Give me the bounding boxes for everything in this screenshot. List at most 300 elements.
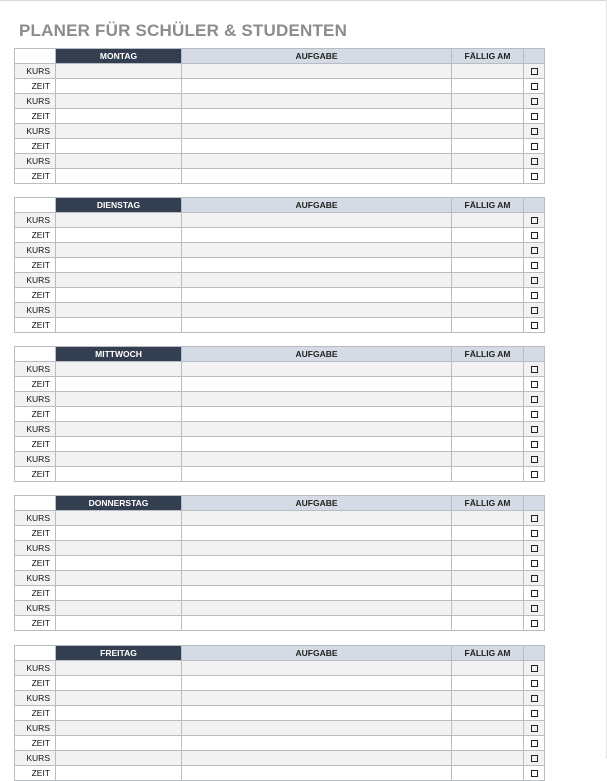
due-date-cell[interactable] — [452, 407, 524, 422]
row-label: KURS — [15, 124, 56, 139]
checkbox-icon[interactable] — [531, 247, 538, 254]
row-label: ZEIT — [15, 258, 56, 273]
row-label: KURS — [15, 243, 56, 258]
checkbox-icon[interactable] — [531, 307, 538, 314]
task-cell[interactable] — [182, 452, 452, 467]
checkbox-cell[interactable] — [524, 571, 545, 586]
checkbox-cell[interactable] — [524, 452, 545, 467]
table-row — [15, 228, 545, 243]
checkbox-icon[interactable] — [531, 381, 538, 388]
checkbox-icon[interactable] — [531, 456, 538, 463]
table-row — [15, 154, 545, 169]
task-cell[interactable] — [182, 601, 452, 616]
checkbox-icon[interactable] — [531, 292, 538, 299]
table-row — [15, 303, 545, 318]
task-cell[interactable] — [182, 392, 452, 407]
course-time-cell[interactable] — [56, 616, 182, 631]
course-time-cell[interactable] — [56, 736, 182, 751]
table-header-row — [15, 347, 545, 362]
course-time-cell[interactable] — [56, 526, 182, 541]
checkbox-cell[interactable] — [524, 751, 545, 766]
row-label: KURS — [15, 94, 56, 109]
task-cell[interactable] — [182, 318, 452, 333]
task-cell[interactable] — [182, 243, 452, 258]
checkbox-cell[interactable] — [524, 661, 545, 676]
task-column-header: AUFGABE — [182, 496, 452, 511]
due-date-cell[interactable] — [452, 751, 524, 766]
day-header: MITTWOCH — [56, 347, 182, 362]
header-corner-cell — [15, 49, 56, 64]
due-date-cell[interactable] — [452, 243, 524, 258]
checkbox-cell[interactable] — [524, 377, 545, 392]
due-date-cell[interactable] — [452, 213, 524, 228]
task-cell[interactable] — [182, 79, 452, 94]
course-time-cell[interactable] — [56, 258, 182, 273]
task-cell[interactable] — [182, 362, 452, 377]
due-date-cell[interactable] — [452, 303, 524, 318]
course-time-cell[interactable] — [56, 511, 182, 526]
task-cell[interactable] — [182, 467, 452, 482]
checkbox-cell[interactable] — [524, 407, 545, 422]
course-time-cell[interactable] — [56, 377, 182, 392]
checkbox-icon[interactable] — [531, 277, 538, 284]
row-label: ZEIT — [15, 526, 56, 541]
task-column-header: AUFGABE — [182, 646, 452, 661]
day-header: MONTAG — [56, 49, 182, 64]
course-time-cell[interactable] — [56, 751, 182, 766]
checkbox-icon[interactable] — [531, 620, 538, 627]
course-time-cell[interactable] — [56, 437, 182, 452]
table-row — [15, 437, 545, 452]
table-row — [15, 526, 545, 541]
table-row — [15, 736, 545, 751]
task-cell[interactable] — [182, 751, 452, 766]
due-date-cell[interactable] — [452, 169, 524, 184]
table-row — [15, 616, 545, 631]
due-date-cell[interactable] — [452, 616, 524, 631]
course-time-cell[interactable] — [56, 766, 182, 781]
checkbox-cell[interactable] — [524, 392, 545, 407]
course-time-cell[interactable] — [56, 571, 182, 586]
row-label: KURS — [15, 571, 56, 586]
checkbox-cell[interactable] — [524, 437, 545, 452]
course-time-cell[interactable] — [56, 676, 182, 691]
checkbox-icon[interactable] — [531, 232, 538, 239]
check-column-header — [524, 49, 545, 64]
checkbox-cell[interactable] — [524, 243, 545, 258]
row-label: ZEIT — [15, 288, 56, 303]
due-date-cell[interactable] — [452, 541, 524, 556]
checkbox-icon[interactable] — [531, 605, 538, 612]
due-date-cell[interactable] — [452, 318, 524, 333]
task-cell[interactable] — [182, 586, 452, 601]
course-time-cell[interactable] — [56, 422, 182, 437]
day-table — [14, 346, 545, 482]
checkbox-cell[interactable] — [524, 616, 545, 631]
checkbox-cell[interactable] — [524, 467, 545, 482]
course-time-cell[interactable] — [56, 228, 182, 243]
due-date-cell[interactable] — [452, 362, 524, 377]
table-row — [15, 601, 545, 616]
checkbox-cell[interactable] — [524, 228, 545, 243]
table-header-row — [15, 646, 545, 661]
task-cell[interactable] — [182, 437, 452, 452]
table-header-row — [15, 198, 545, 213]
table-row — [15, 79, 545, 94]
course-time-cell[interactable] — [56, 706, 182, 721]
checkbox-icon[interactable] — [531, 396, 538, 403]
row-label: KURS — [15, 213, 56, 228]
due-date-cell[interactable] — [452, 556, 524, 571]
page-title: PLANER FÜR SCHÜLER & STUDENTEN — [19, 21, 348, 40]
course-time-cell[interactable] — [56, 407, 182, 422]
checkbox-cell[interactable] — [524, 362, 545, 377]
checkbox-cell[interactable] — [524, 586, 545, 601]
table-row — [15, 169, 545, 184]
due-date-cell[interactable] — [452, 452, 524, 467]
day-header: DIENSTAG — [56, 198, 182, 213]
checkbox-cell[interactable] — [524, 511, 545, 526]
checkbox-cell[interactable] — [524, 213, 545, 228]
checkbox-cell[interactable] — [524, 601, 545, 616]
day-table — [14, 48, 545, 184]
table-row — [15, 766, 545, 781]
row-label: ZEIT — [15, 228, 56, 243]
due-date-cell[interactable] — [452, 467, 524, 482]
task-cell[interactable] — [182, 109, 452, 124]
task-cell[interactable] — [182, 169, 452, 184]
due-date-cell[interactable] — [452, 288, 524, 303]
course-time-cell[interactable] — [56, 169, 182, 184]
due-date-cell[interactable] — [452, 392, 524, 407]
table-row — [15, 139, 545, 154]
course-time-cell[interactable] — [56, 452, 182, 467]
course-time-cell[interactable] — [56, 541, 182, 556]
course-time-cell[interactable] — [56, 288, 182, 303]
task-cell[interactable] — [182, 377, 452, 392]
checkbox-cell[interactable] — [524, 706, 545, 721]
course-time-cell[interactable] — [56, 467, 182, 482]
task-cell[interactable] — [182, 213, 452, 228]
checkbox-icon[interactable] — [531, 411, 538, 418]
due-date-cell[interactable] — [452, 437, 524, 452]
row-label: KURS — [15, 273, 56, 288]
checkbox-cell[interactable] — [524, 139, 545, 154]
due-date-cell[interactable] — [452, 706, 524, 721]
due-date-cell[interactable] — [452, 736, 524, 751]
checkbox-icon[interactable] — [531, 441, 538, 448]
table-header-row — [15, 496, 545, 511]
checkbox-icon[interactable] — [531, 217, 538, 224]
check-column-header — [524, 347, 545, 362]
table-row — [15, 511, 545, 526]
task-cell[interactable] — [182, 676, 452, 691]
course-time-cell[interactable] — [56, 94, 182, 109]
checkbox-icon[interactable] — [531, 590, 538, 597]
task-cell[interactable] — [182, 273, 452, 288]
course-time-cell[interactable] — [56, 79, 182, 94]
task-cell[interactable] — [182, 511, 452, 526]
due-date-cell[interactable] — [452, 109, 524, 124]
table-row — [15, 64, 545, 79]
row-label: KURS — [15, 721, 56, 736]
checkbox-icon[interactable] — [531, 173, 538, 180]
row-label: ZEIT — [15, 437, 56, 452]
course-time-cell[interactable] — [56, 691, 182, 706]
row-label: KURS — [15, 691, 56, 706]
task-cell[interactable] — [182, 258, 452, 273]
checkbox-icon[interactable] — [531, 530, 538, 537]
task-cell[interactable] — [182, 541, 452, 556]
table-row — [15, 691, 545, 706]
due-date-cell[interactable] — [452, 691, 524, 706]
due-date-cell[interactable] — [452, 154, 524, 169]
day-header: DONNERSTAG — [56, 496, 182, 511]
due-date-cell[interactable] — [452, 676, 524, 691]
row-label: ZEIT — [15, 586, 56, 601]
checkbox-cell[interactable] — [524, 258, 545, 273]
task-cell[interactable] — [182, 124, 452, 139]
checkbox-cell[interactable] — [524, 273, 545, 288]
task-column-header: AUFGABE — [182, 198, 452, 213]
table-row — [15, 407, 545, 422]
due-date-cell[interactable] — [452, 422, 524, 437]
row-label: ZEIT — [15, 467, 56, 482]
due-date-cell[interactable] — [452, 228, 524, 243]
header-corner-cell — [15, 646, 56, 661]
checkbox-cell[interactable] — [524, 79, 545, 94]
task-cell[interactable] — [182, 706, 452, 721]
course-time-cell[interactable] — [56, 273, 182, 288]
checkbox-icon[interactable] — [531, 545, 538, 552]
check-column-header — [524, 646, 545, 661]
due-column-header: FÄLLIG AM — [452, 49, 524, 64]
table-row — [15, 467, 545, 482]
checkbox-cell[interactable] — [524, 691, 545, 706]
table-row — [15, 422, 545, 437]
course-time-cell[interactable] — [56, 556, 182, 571]
course-time-cell[interactable] — [56, 586, 182, 601]
checkbox-icon[interactable] — [531, 665, 538, 672]
checkbox-cell[interactable] — [524, 124, 545, 139]
day-table — [14, 495, 545, 631]
checkbox-cell[interactable] — [524, 541, 545, 556]
row-label: KURS — [15, 154, 56, 169]
course-time-cell[interactable] — [56, 213, 182, 228]
due-column-header: FÄLLIG AM — [452, 496, 524, 511]
due-date-cell[interactable] — [452, 526, 524, 541]
table-header-row — [15, 49, 545, 64]
row-label: ZEIT — [15, 169, 56, 184]
row-label: ZEIT — [15, 616, 56, 631]
checkbox-icon[interactable] — [531, 770, 538, 777]
table-row — [15, 258, 545, 273]
checkbox-icon[interactable] — [531, 471, 538, 478]
table-row — [15, 288, 545, 303]
course-time-cell[interactable] — [56, 64, 182, 79]
course-time-cell[interactable] — [56, 318, 182, 333]
table-row — [15, 377, 545, 392]
due-date-cell[interactable] — [452, 601, 524, 616]
table-row — [15, 706, 545, 721]
task-cell[interactable] — [182, 228, 452, 243]
task-cell[interactable] — [182, 154, 452, 169]
task-column-header: AUFGABE — [182, 49, 452, 64]
table-row — [15, 392, 545, 407]
checkbox-icon[interactable] — [531, 68, 538, 75]
due-date-cell[interactable] — [452, 124, 524, 139]
row-label: KURS — [15, 511, 56, 526]
due-date-cell[interactable] — [452, 258, 524, 273]
checkbox-icon[interactable] — [531, 158, 538, 165]
course-time-cell[interactable] — [56, 124, 182, 139]
check-column-header — [524, 496, 545, 511]
table-row — [15, 452, 545, 467]
task-cell[interactable] — [182, 661, 452, 676]
table-row — [15, 362, 545, 377]
task-cell[interactable] — [182, 288, 452, 303]
checkbox-cell[interactable] — [524, 154, 545, 169]
course-time-cell[interactable] — [56, 109, 182, 124]
checkbox-cell[interactable] — [524, 721, 545, 736]
checkbox-icon[interactable] — [531, 515, 538, 522]
due-column-header: FÄLLIG AM — [452, 646, 524, 661]
checkbox-icon[interactable] — [531, 560, 538, 567]
due-date-cell[interactable] — [452, 94, 524, 109]
table-row — [15, 751, 545, 766]
due-date-cell[interactable] — [452, 511, 524, 526]
table-row — [15, 213, 545, 228]
task-cell[interactable] — [182, 139, 452, 154]
checkbox-cell[interactable] — [524, 64, 545, 79]
checkbox-icon[interactable] — [531, 128, 538, 135]
checkbox-cell[interactable] — [524, 556, 545, 571]
table-row — [15, 243, 545, 258]
checkbox-icon[interactable] — [531, 366, 538, 373]
due-column-header: FÄLLIG AM — [452, 347, 524, 362]
checkbox-icon[interactable] — [531, 322, 538, 329]
row-label: KURS — [15, 422, 56, 437]
day-table — [14, 645, 545, 781]
checkbox-cell[interactable] — [524, 766, 545, 781]
checkbox-icon[interactable] — [531, 725, 538, 732]
task-cell[interactable] — [182, 571, 452, 586]
task-cell[interactable] — [182, 766, 452, 781]
due-date-cell[interactable] — [452, 586, 524, 601]
row-label: KURS — [15, 64, 56, 79]
task-cell[interactable] — [182, 422, 452, 437]
checkbox-cell[interactable] — [524, 303, 545, 318]
checkbox-icon[interactable] — [531, 83, 538, 90]
table-row — [15, 661, 545, 676]
checkbox-cell[interactable] — [524, 169, 545, 184]
checkbox-icon[interactable] — [531, 262, 538, 269]
table-row — [15, 109, 545, 124]
due-date-cell[interactable] — [452, 571, 524, 586]
task-cell[interactable] — [182, 721, 452, 736]
day-table — [14, 197, 545, 333]
table-row — [15, 94, 545, 109]
course-time-cell[interactable] — [56, 154, 182, 169]
row-label: ZEIT — [15, 736, 56, 751]
checkbox-icon[interactable] — [531, 695, 538, 702]
table-row — [15, 124, 545, 139]
checkbox-cell[interactable] — [524, 318, 545, 333]
due-date-cell[interactable] — [452, 721, 524, 736]
checkbox-cell[interactable] — [524, 94, 545, 109]
checkbox-cell[interactable] — [524, 422, 545, 437]
due-date-cell[interactable] — [452, 661, 524, 676]
course-time-cell[interactable] — [56, 661, 182, 676]
checkbox-icon[interactable] — [531, 113, 538, 120]
task-cell[interactable] — [182, 64, 452, 79]
due-date-cell[interactable] — [452, 79, 524, 94]
course-time-cell[interactable] — [56, 139, 182, 154]
due-date-cell[interactable] — [452, 766, 524, 781]
header-corner-cell — [15, 347, 56, 362]
checkbox-cell[interactable] — [524, 736, 545, 751]
course-time-cell[interactable] — [56, 243, 182, 258]
checkbox-icon[interactable] — [531, 426, 538, 433]
checkbox-cell[interactable] — [524, 526, 545, 541]
due-date-cell[interactable] — [452, 64, 524, 79]
task-cell[interactable] — [182, 736, 452, 751]
checkbox-icon[interactable] — [531, 740, 538, 747]
due-column-header: FÄLLIG AM — [452, 198, 524, 213]
table-row — [15, 541, 545, 556]
checkbox-icon[interactable] — [531, 98, 538, 105]
row-label: KURS — [15, 541, 56, 556]
header-corner-cell — [15, 198, 56, 213]
task-cell[interactable] — [182, 616, 452, 631]
course-time-cell[interactable] — [56, 721, 182, 736]
task-cell[interactable] — [182, 303, 452, 318]
day-header: FREITAG — [56, 646, 182, 661]
due-date-cell[interactable] — [452, 139, 524, 154]
task-cell[interactable] — [182, 691, 452, 706]
row-label: ZEIT — [15, 407, 56, 422]
task-cell[interactable] — [182, 94, 452, 109]
checkbox-cell[interactable] — [524, 109, 545, 124]
row-label: ZEIT — [15, 318, 56, 333]
task-cell[interactable] — [182, 526, 452, 541]
due-date-cell[interactable] — [452, 273, 524, 288]
row-label: ZEIT — [15, 676, 56, 691]
checkbox-icon[interactable] — [531, 575, 538, 582]
checkbox-icon[interactable] — [531, 143, 538, 150]
checkbox-cell[interactable] — [524, 288, 545, 303]
due-date-cell[interactable] — [452, 377, 524, 392]
checkbox-cell[interactable] — [524, 676, 545, 691]
row-label: ZEIT — [15, 109, 56, 124]
course-time-cell[interactable] — [56, 303, 182, 318]
course-time-cell[interactable] — [56, 392, 182, 407]
checkbox-icon[interactable] — [531, 680, 538, 687]
table-row — [15, 676, 545, 691]
course-time-cell[interactable] — [56, 362, 182, 377]
task-cell[interactable] — [182, 556, 452, 571]
row-label: ZEIT — [15, 766, 56, 781]
row-label: KURS — [15, 392, 56, 407]
row-label: KURS — [15, 601, 56, 616]
row-label: KURS — [15, 303, 56, 318]
task-column-header: AUFGABE — [182, 347, 452, 362]
table-row — [15, 318, 545, 333]
table-row — [15, 571, 545, 586]
task-cell[interactable] — [182, 407, 452, 422]
checkbox-icon[interactable] — [531, 710, 538, 717]
course-time-cell[interactable] — [56, 601, 182, 616]
